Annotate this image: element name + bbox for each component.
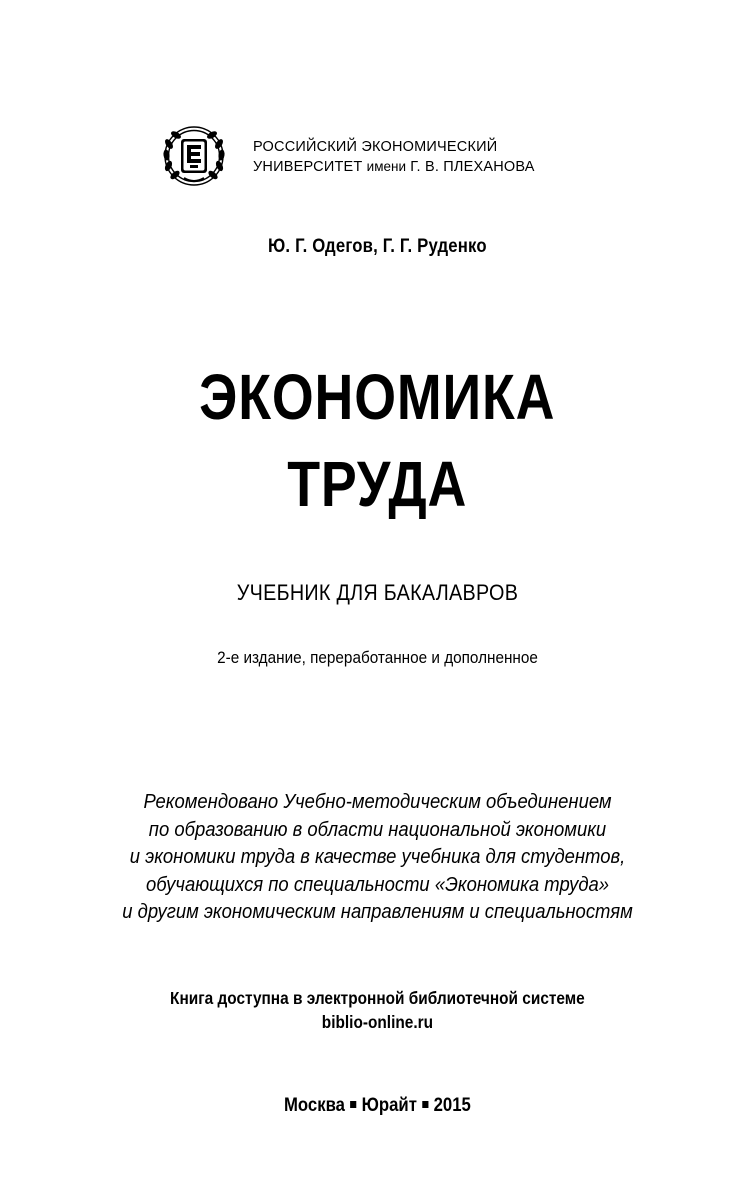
imprint <box>45 1095 710 1117</box>
book-title-line1: ЭКОНОМИКА <box>199 361 556 433</box>
university-seal-icon <box>160 124 228 188</box>
ebs-line: Книга доступна в электронной библиотечной системе <box>170 988 585 1008</box>
recommendation-line: обучающихся по специальности «Экономика труда» <box>145 872 610 896</box>
ebs-url: biblio-online.ru <box>321 1012 434 1032</box>
imprint-city: Москва <box>283 1095 345 1116</box>
university-header <box>160 124 620 188</box>
authors: Ю. Г. Одегов, Г. Г. Руденко <box>268 236 487 257</box>
recommendation-line: и экономики труда в качестве учебника для студентов, <box>129 845 626 868</box>
imprint-publisher: Юрайт <box>361 1095 417 1116</box>
separator-square-icon <box>350 1101 356 1108</box>
separator-square-icon <box>422 1101 428 1108</box>
book-subtitle: УЧЕБНИК ДЛЯ БАКАЛАВРОВ <box>236 580 519 605</box>
recommendation-block <box>0 788 756 926</box>
recommendation-line: по образованию в области национальной экономики <box>148 817 607 841</box>
recommendation-line: и другим экономическим направлениям и специальностям <box>122 900 633 923</box>
university-name-part: УНИВЕРСИТЕТ <box>253 159 363 175</box>
university-name-line2 <box>253 157 623 177</box>
university-name <box>253 137 623 177</box>
recommendation-line: Рекомендовано Учебно-методическим объединением <box>143 790 612 813</box>
university-name-part: имени <box>366 159 406 174</box>
ebs-availability <box>0 986 756 1034</box>
university-name-part: Г. В. ПЛЕХАНОВА <box>410 159 535 175</box>
edition-note: 2-е издание, переработанное и дополненное <box>217 648 538 667</box>
university-name-line1: РОССИЙСКИЙ ЭКОНОМИЧЕСКИЙ <box>253 139 498 155</box>
imprint-year: 2015 <box>433 1095 471 1116</box>
book-title-line2: ТРУДА <box>287 448 468 520</box>
